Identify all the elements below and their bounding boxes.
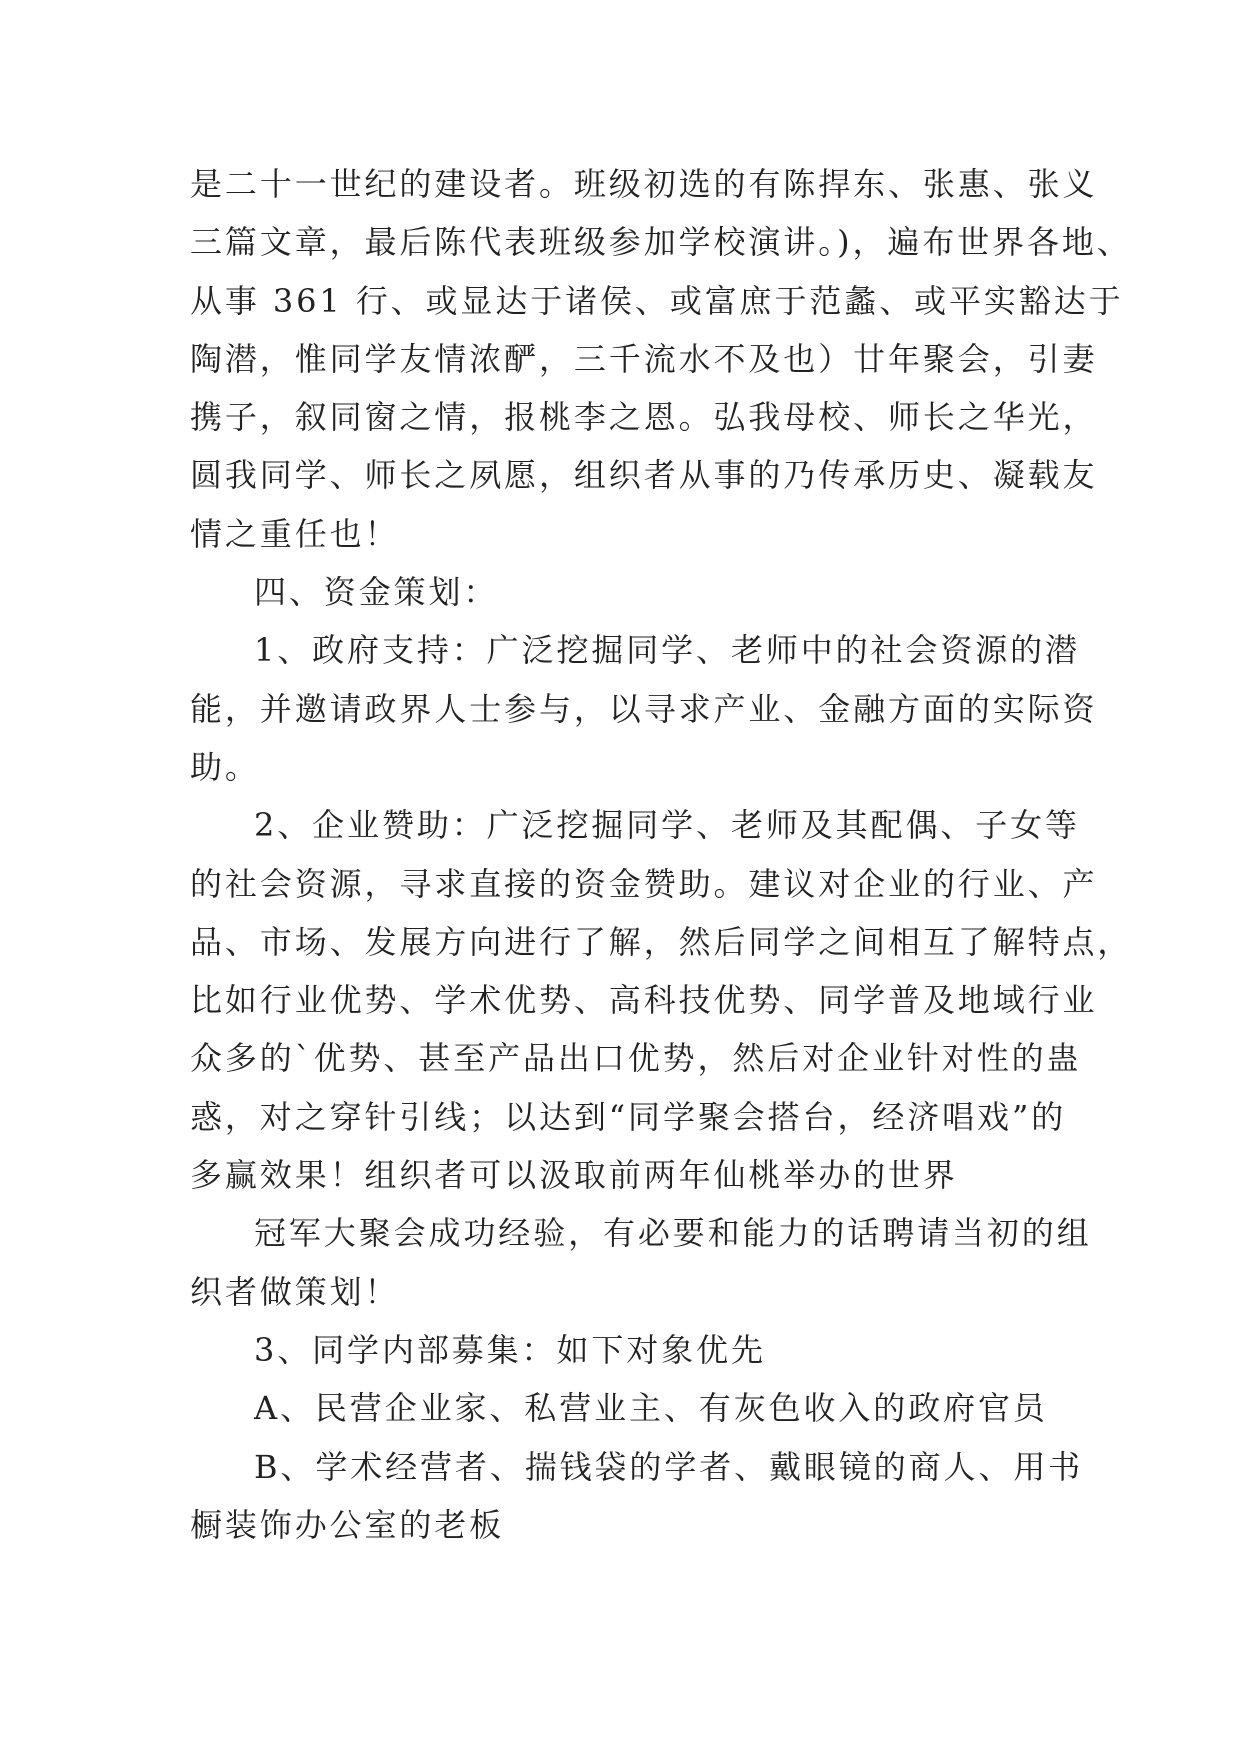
text-line: 的社会资源，寻求直接的资金赞助。建议对企业的行业、产 xyxy=(190,864,1098,903)
text-line: 圆我同学、师长之夙愿，组织者从事的乃传承历史、凝载友 xyxy=(190,456,1098,495)
text-line: 织者做策划！ xyxy=(190,1272,400,1311)
text-line: 助。 xyxy=(190,747,260,786)
section-heading-funding xyxy=(190,563,1052,621)
enterprise-sponsorship-continued xyxy=(190,1204,1092,1321)
text-line: 能，并邀请政界人士参与，以寻求产业、金融方面的实际资 xyxy=(190,689,1098,728)
sub-item-b xyxy=(190,1438,1084,1555)
text-line: 从事 361 行、或显达于诸侯、或富庶于范蠡、或平实豁达于 xyxy=(190,281,1124,320)
text-line: B、学术经营者、揣钱袋的学者、戴眼镜的商人、用书 xyxy=(254,1447,1084,1486)
text-line: 2、企业赞助：广泛挖掘同学、老师及其配偶、子女等 xyxy=(254,806,1080,845)
list-item-internal-fundraising xyxy=(190,1321,1052,1379)
text-line: 众多的`优势、甚至产品出口优势，然后对企业针对性的蛊 xyxy=(190,1039,1082,1078)
intro-continuation-paragraph xyxy=(190,155,1132,563)
text-line: 3、同学内部募集：如下对象优先 xyxy=(254,1330,766,1369)
list-item-government-support xyxy=(190,621,1098,796)
text-line: 陶潜，惟同学友情浓酽，三千流水不及也）廿年聚会，引妻 xyxy=(190,339,1098,378)
text-line: 是二十一世纪的建设者。班级初选的有陈捍东、张惠、张义 xyxy=(190,165,1098,203)
document-body xyxy=(190,155,1133,1554)
text-line: 品、市场、发展方向进行了解，然后同学之间相互了解特点， xyxy=(190,922,1133,961)
text-line: 惑，对之穿针引线；以达到“同学聚会搭台，经济唱戏”的 xyxy=(190,1097,1067,1136)
text-line: 三篇文章，最后陈代表班级参加学校演讲。)，遍布世界各地、 xyxy=(190,223,1132,262)
text-line: 橱装饰办公室的老板 xyxy=(190,1505,505,1544)
text-line: 1、政府支持：广泛挖掘同学、老师中的社会资源的潜 xyxy=(254,631,1080,670)
list-item-enterprise-sponsorship xyxy=(190,796,1133,1204)
sub-item-a xyxy=(190,1379,1052,1437)
text-line: 携子，叙同窗之情，报桃李之恩。弘我母校、师长之华光， xyxy=(190,398,1098,437)
heading-text: 四、资金策划： xyxy=(254,573,499,612)
text-line: 冠军大聚会成功经验，有必要和能力的话聘请当初的组 xyxy=(254,1214,1092,1253)
text-line: 多赢效果！组织者可以汲取前两年仙桃举办的世界 xyxy=(190,1156,958,1195)
text-line: 比如行业优势、学术优势、高科技优势、同学普及地域行业 xyxy=(190,981,1098,1020)
text-line: 情之重任也！ xyxy=(190,514,400,553)
text-line: A、民营企业家、私营业主、有灰色收入的政府官员 xyxy=(254,1389,1048,1428)
